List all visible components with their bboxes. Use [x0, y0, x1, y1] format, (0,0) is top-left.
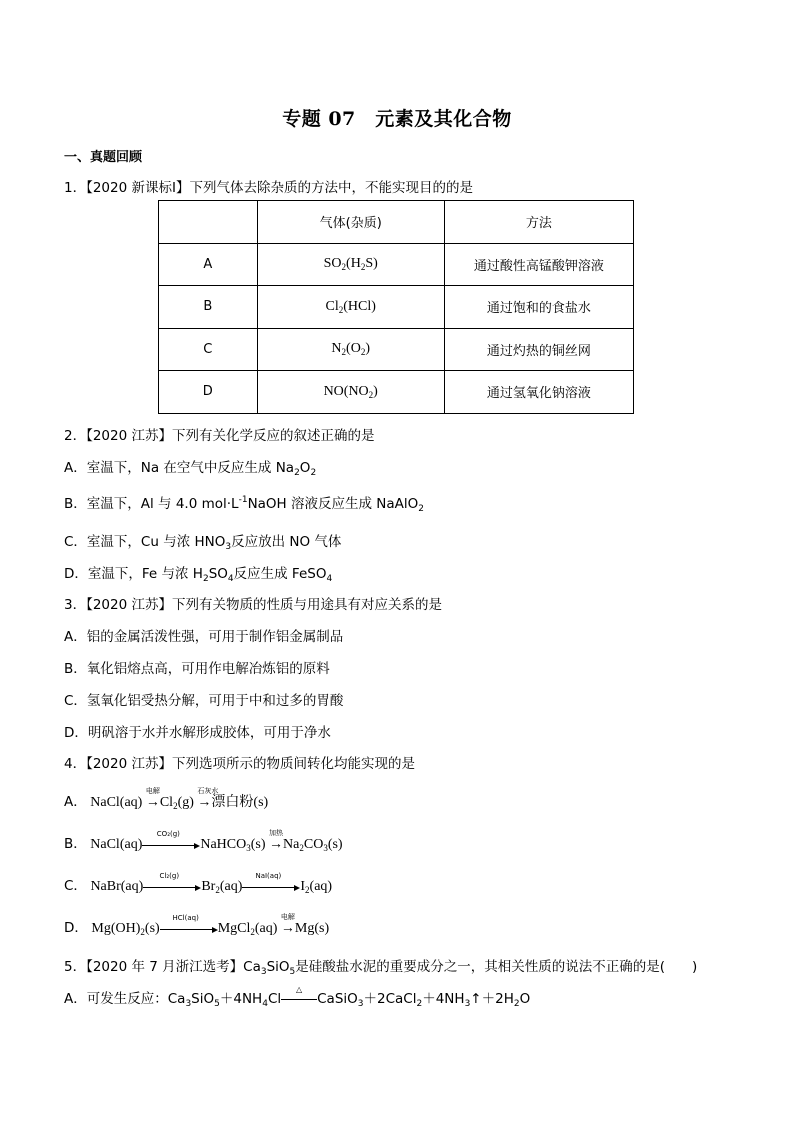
method-text: 通过酸性高锰酸钾溶液 [444, 243, 633, 286]
q3-option-c: C．氢氧化铝受热分解，可用于中和过多的胃酸 [64, 693, 344, 709]
q2-stem: 2．【2020 江苏】下列有关化学反应的叙述正确的是 [64, 428, 375, 444]
reaction-arrow: 电解 → [280, 913, 295, 936]
option-label: D [159, 371, 258, 414]
reaction-arrow: NaI(aq) [242, 878, 300, 890]
q4-option-c: C． NaBr(aq) Cl₂(g) $Br_2(aq)$ NaI(aq) $I_2(aq)$ [64, 872, 333, 895]
q3-option-b: B．氧化铝熔点高，可用作电解冶炼铝的原料 [64, 661, 330, 677]
q4-stem: 4．【2020 江苏】下列选项所示的物质间转化均能实现的是 [64, 756, 415, 772]
option-label: B [159, 286, 258, 329]
page-title: 专题 07 元素及其化合物 [282, 108, 512, 130]
gas-formula: $NO(NO_2)$ [257, 371, 444, 414]
gas-formula: $SO_2(H_2S)$ [257, 243, 444, 286]
q5-stem: 5．【2020 年 7 月浙江选考】$Ca_3SiO_5$是硅酸盐水泥的重要成分之一，其相关性质的说法不正确的是( ) [64, 959, 698, 977]
table-row [159, 371, 634, 414]
q3-stem: 3．【2020 江苏】下列有关物质的性质与用途具有对应关系的是 [64, 597, 442, 613]
q5-option-a: A．可发生反应：$Ca_3SiO_5+4NH_4Cl$ △ $CaSiO_3+2CaCl_2+4NH_3↑+2H_2O$ [64, 985, 531, 1009]
q4-option-a: A． NaCl(aq) 电解 $\to Cl_2(g)$ 石灰水 →漂白粉(s) [64, 787, 269, 811]
table-row [159, 243, 634, 286]
section-heading: 一、真题回顾 [64, 150, 143, 165]
reaction-arrow: CO₂(g) [142, 836, 200, 848]
gas-formula: $N_2(O_2)$ [257, 328, 444, 371]
q1-table [158, 200, 634, 414]
reaction-arrow: 石灰水 → [197, 787, 219, 810]
q2-option-d: D．室温下，Fe 与浓 $H_2SO_4$反应生成 FeSO$_4$ [64, 566, 333, 584]
q3-option-a: A．铝的金属活泼性强，可用于制作铝金属制品 [64, 629, 344, 645]
method-text: 通过饱和的食盐水 [444, 286, 633, 329]
q1-stem: 1．【2020 新课标Ⅰ】下列气体去除杂质的方法中，不能实现目的的是 [64, 180, 473, 196]
table-header-gas: 气体(杂质) [257, 201, 444, 244]
table-header-method: 方法 [444, 201, 633, 244]
method-text: 通过氢氧化钠溶液 [444, 371, 633, 414]
table-row [159, 286, 634, 329]
option-label: A [159, 243, 258, 286]
table-header-row [159, 201, 634, 244]
option-label: C [159, 328, 258, 371]
q4-option-d: D． $Mg(OH)_2(s)$ HCl(aq) MgCl$_2$(aq) 电解 →Mg(s) [64, 913, 330, 937]
q3-option-d: D．明矾溶于水并水解形成胶体，可用于净水 [64, 725, 331, 741]
q2-option-a: A．室温下，Na 在空气中反应生成 $Na_2O_2$ [64, 460, 317, 478]
gas-formula: $Cl_2(HCl)$ [257, 286, 444, 329]
reaction-condition: △ [281, 991, 317, 1003]
reaction-arrow: 加热 → [269, 829, 284, 852]
method-text: 通过灼热的铜丝网 [444, 328, 633, 371]
q2-option-c: C．室温下，Cu 与浓 $HNO_3$反应放出 NO 气体 [64, 534, 342, 552]
reaction-arrow: HCl(aq) [160, 920, 218, 932]
reaction-arrow: Cl₂(g) [143, 878, 201, 890]
reaction-arrow: 电解 → [145, 787, 160, 810]
table-row [159, 328, 634, 371]
q4-option-b: B． NaCl(aq) CO₂(g) NaHCO$_3$(s) 加热 $\to Na_2CO_3(s)$ [64, 829, 343, 853]
q2-option-b: B．室温下，Al 与 4.0 $mol\cdot L^{-1}NaOH$ 溶液反应生成 NaAlO$_2$ [64, 495, 425, 514]
table-cell [159, 201, 258, 244]
